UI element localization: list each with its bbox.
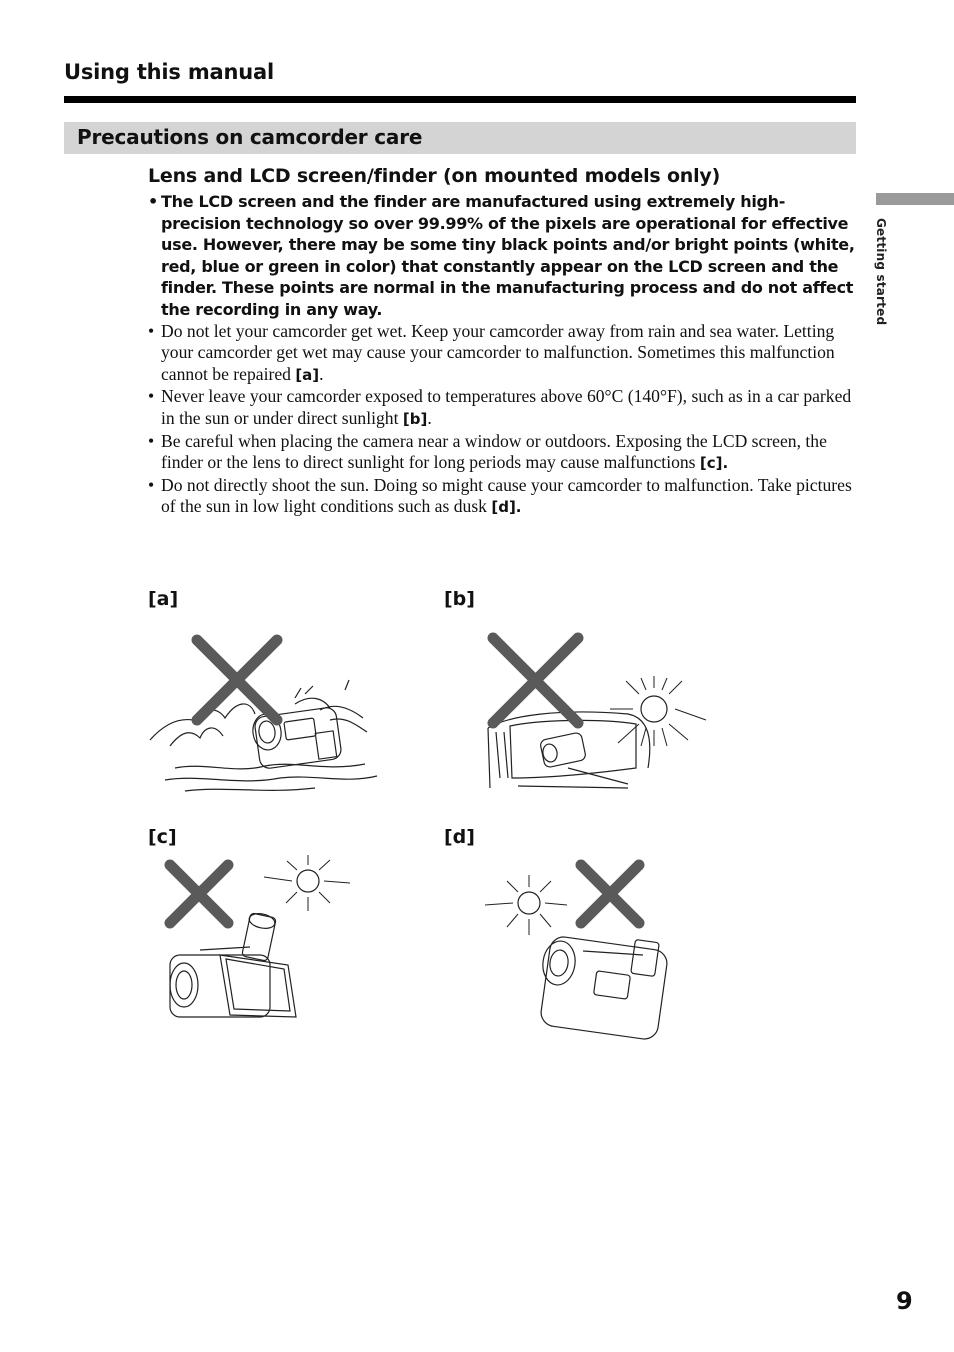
figure-reference: [b] [402,409,428,428]
sub-heading: Lens and LCD screen/finder (on mounted models only) [148,165,721,187]
list-item [148,431,856,475]
header-title: Using this manual [64,60,274,84]
precautions-list [148,191,856,519]
bullet-text-end: . [427,407,432,428]
bullet-text: Do not directly shoot the sun. Doing so might cause your camcorder to malfunction. Take pictures of the sun in low light conditions such as dusk [161,474,852,517]
header-rule [64,96,856,103]
camcorder-lcd-sunlight-icon [160,855,355,1035]
bullet-text-end: . [319,363,324,384]
camcorder-in-car-sun-icon [478,628,708,793]
list-item [148,386,856,430]
bullet-dot: • [148,192,158,211]
page-number: 9 [896,1287,913,1315]
bullet-text: Be careful when placing the camera near a window or outdoors. Exposing the LCD screen, the finder or the lens to direct sunlight for long periods may cause malfunctions [161,430,827,473]
camcorder-in-water-icon [145,628,385,803]
bullet-text: Never leave your camcorder exposed to temperatures above 60°C (140°F), such as in a car parked in the sun or under direct sunlight [161,386,852,428]
side-tab-marker [876,193,954,205]
bullet-dot: • [148,386,155,407]
list-item [148,191,856,321]
bullet-dot: • [148,320,155,341]
figure-label-c: [c] [148,826,177,848]
bullet-text: The LCD screen and the finder are manufactured using extremely high-precision technology so over 99.99% of the pixels are operational for effective use. However, there may be some tiny black points and/or bright points (white, red, blue or green in color) that constantly appear on the LCD screen and the finder. These points are normal in the manufacturing process and do not affect the recording in any way. [161,192,855,319]
figure-label-d: [d] [444,826,475,848]
figure-label-b: [b] [444,588,475,610]
camcorder-shooting-sun-icon [483,855,678,1045]
bullet-text: Do not let your camcorder get wet. Keep your camcorder away from rain and sea water. Letting your camcorder get wet may cause your camcorder to malfunction. Sometimes this malfunction cannot be repaired [161,320,835,384]
section-bar [64,122,856,154]
section-title: Precautions on camcorder care [77,125,423,149]
figure-reference: [a] [295,365,320,384]
list-item [148,475,856,519]
figure-reference: [d]. [491,498,522,517]
list-item [148,321,856,387]
bullet-dot: • [148,430,155,451]
figure-reference: [c]. [699,454,729,473]
bullet-dot: • [148,474,155,495]
side-tab-label: Getting started [874,218,888,326]
figure-label-a: [a] [148,588,179,610]
